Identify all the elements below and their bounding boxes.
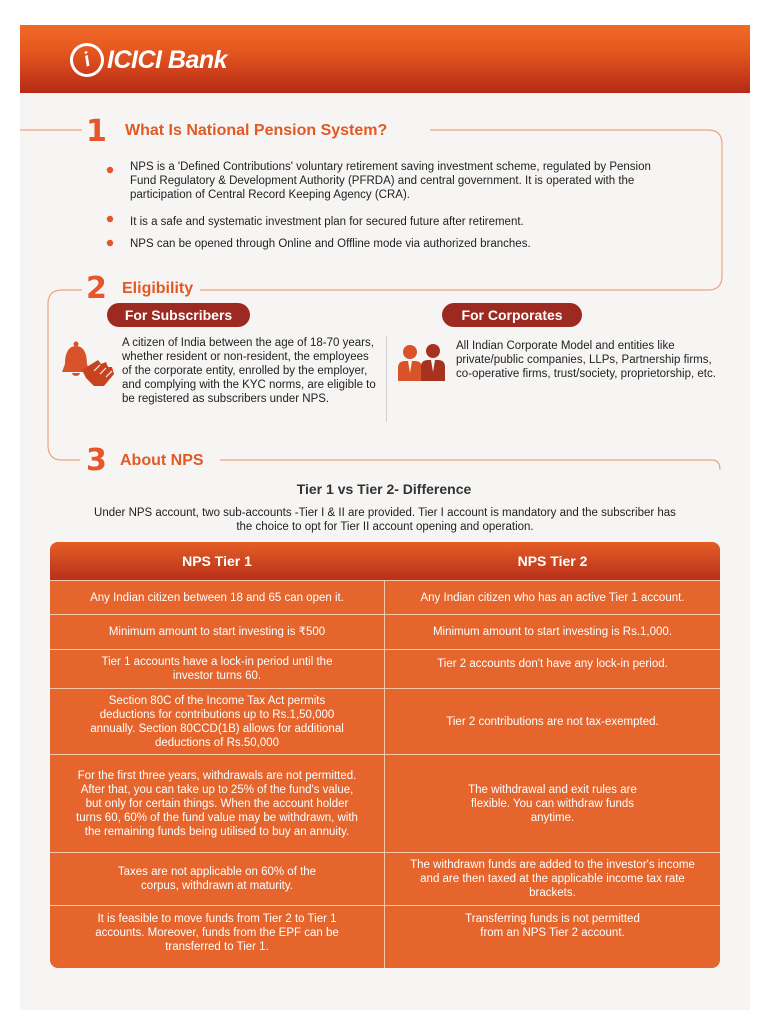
section-3-number: 3	[86, 443, 107, 478]
table-row	[50, 754, 720, 852]
header-tier-1: NPS Tier 1	[182, 553, 252, 569]
tier-1-cell: It is feasible to move funds from Tier 2 to Tier 1 accounts. Moreover, funds from the EPF can be transferred to Tier 1.	[95, 913, 339, 953]
tier-1-cell: Minimum amount to start investing is ₹500	[108, 626, 326, 638]
subscribers-eligibility-text: A citizen of India between the age of 18-70 years, whether resident or non-resident, the employees of the corporate entity, enrolled by the employer, and complying with the KYC norms, are eligible to be registered as subscribers under NPS.	[122, 337, 376, 405]
logo-text: ICICI Bank	[107, 45, 228, 74]
table-header	[50, 542, 720, 580]
nps-point-3: NPS can be opened through Online and Offline mode via authorized branches.	[130, 238, 531, 250]
tier-1-cell: Taxes are not applicable on 60% of the corpus, withdrawn at maturity.	[117, 866, 317, 892]
corporates-eligibility-text: All Indian Corporate Model and entities like private/public companies, LLPs, Partnership firms, co-operative firms, trust/society, proprietorship, etc.	[456, 340, 716, 380]
section-2-title: Eligibility	[122, 280, 194, 297]
tier-2-cell: The withdrawal and exit rules are flexible. You can withdraw funds anytime.	[468, 783, 637, 824]
tier-1-cell: Section 80C of the Income Tax Act permits deductions for contributions up to Rs.1,50,000 annually. Section 80CCD(1B) allows for additional deductions of Rs.50,000	[90, 694, 344, 749]
table-row	[50, 688, 720, 754]
eligibility-divider	[386, 336, 387, 422]
tier-1-cell: Tier 1 accounts have a lock-in period until the investor turns 60.	[101, 656, 333, 682]
section-1-number: 1	[86, 114, 107, 149]
header-tier-2: NPS Tier 2	[517, 553, 588, 569]
tier-intro-text: Under NPS account, two sub-accounts -Tier I & II are provided. Tier I account is mandatory and the subscriber has the choice to opt for Tier II account opening and operation.	[94, 507, 676, 533]
table-row	[50, 580, 720, 614]
tier-1-cell: For the first three years, withdrawals are not permitted. After that, you can take up to 25% of the fund's value, but only for certain things. When the account holder turns 60, 60% of the fund value may be withdrawn, with the remaining funds being utilised to buy an annuity.	[76, 769, 358, 838]
section-1-title: What Is National Pension System?	[125, 122, 388, 139]
business-people-icon	[396, 343, 448, 383]
table-row	[50, 614, 720, 649]
tier-2-cell: Any Indian citizen who has an active Tier 1 account.	[420, 591, 685, 604]
logo-i-icon: i	[65, 38, 109, 82]
tier-comparison-table	[50, 542, 720, 968]
hand-bell-icon	[60, 340, 120, 392]
tier-2-cell: Tier 2 accounts don't have any lock-in period.	[437, 658, 668, 670]
nps-point-2: It is a safe and systematic investment plan for secured future after retirement.	[130, 216, 524, 228]
pill-for-subscribers: For Subscribers	[107, 303, 250, 327]
section-3-title: About NPS	[120, 452, 204, 469]
tier-2-cell: Minimum amount to start investing is Rs.1,000.	[432, 626, 673, 638]
tier-2-cell: The withdrawn funds are added to the investor's income and are then taxed at the applicable income tax rate brackets.	[410, 859, 695, 899]
section-2-number: 2	[86, 271, 107, 306]
table-row	[50, 852, 720, 905]
table-row	[50, 649, 720, 688]
tier-1-cell: Any Indian citizen between 18 and 65 can open it.	[90, 591, 344, 604]
pill-for-corporates: For Corporates	[442, 303, 582, 327]
tier-2-cell: Tier 2 contributions are not tax-exempted.	[446, 715, 659, 728]
tier-2-cell: Transferring funds is not permitted from an NPS Tier 2 account.	[465, 913, 640, 939]
tier-difference-heading: Tier 1 vs Tier 2- Difference	[296, 481, 472, 497]
table-row	[50, 905, 720, 968]
nps-point-1: NPS is a 'Defined Contributions' voluntary retirement saving investment scheme, regulated by Pension Fund Regulatory & Development Authority (PFRDA) and central government. It is operated with the participation of Central Record Keeping Agency (CRA).	[130, 161, 651, 201]
